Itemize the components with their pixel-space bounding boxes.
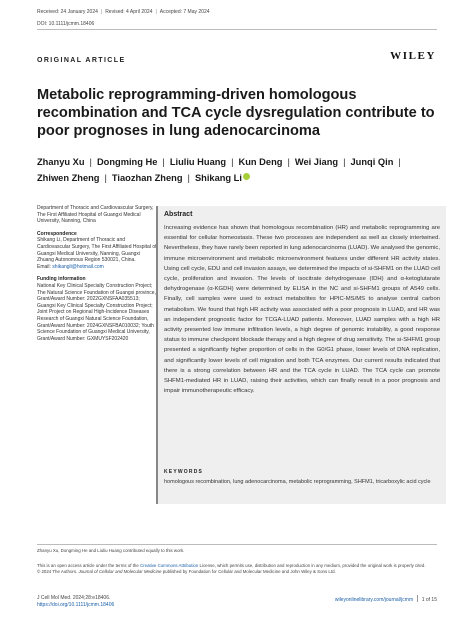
keywords-heading: KEYWORDS (164, 469, 204, 475)
author-name[interactable]: Tiaozhan Zheng (111, 173, 183, 183)
separator: | (398, 157, 401, 167)
license-notice (37, 563, 442, 576)
keywords-text: homologous recombination, lung adenocarcinoma, metabolic reprogramming, SHFM1, tricarboxylic acid cycle (164, 479, 431, 485)
correspondence-email (37, 264, 157, 271)
correspondence (37, 231, 157, 271)
affiliation: Department of Thoracic and Cardiovascular Surgery, The First Affiliated Hospital of Guangxi Medical University, Nanning, China (37, 205, 154, 225)
email-link[interactable]: shikangli@hotmail.com (52, 263, 104, 270)
separator: | (155, 9, 157, 15)
publisher-logo: WILEY (390, 50, 436, 62)
separator: | (100, 9, 103, 15)
accepted-date: Accepted: 7 May 2024 (159, 9, 210, 15)
received-date: Received: 24 January 2024 (37, 9, 98, 15)
separator (417, 595, 418, 602)
copyright-start: © 2024 The Authors. (37, 569, 79, 575)
author-name[interactable]: Dongming He (96, 157, 158, 167)
email-label: Email: (37, 263, 51, 270)
notes-divider (37, 544, 437, 545)
journal-url-link[interactable]: wileyonlinelibrary.com/journal/jcmm (334, 597, 414, 603)
separator: | (231, 157, 234, 167)
author-name[interactable]: Kun Deng (238, 157, 283, 167)
copyright-end: published by Foundation for Cellular and Molecular Medicine and John Wiley & Sons Ltd. (161, 569, 336, 575)
doi: DOI: 10.1111/jcmm.18406 (37, 21, 95, 27)
article-info-sidebar (37, 205, 157, 348)
article-title: Metabolic reprogramming-driven homologous recombination and TCA cycle dysregulation contribute to poor prognoses in lung adenocarcinoma (37, 87, 435, 139)
author-name[interactable]: Zhiwen Zheng (37, 173, 100, 183)
header-divider (37, 29, 437, 30)
publication-dates (37, 9, 210, 15)
separator: | (162, 157, 165, 167)
correspondence-text: Shikang Li, Department of Thoracic and Cardiovascular Surgery, The First Affiliated Hospital of Guangxi Medical University, Nanning, Guangxi Zhuang Autonomous Region 530021, China. (37, 237, 157, 264)
funding-heading: Funding information (37, 276, 86, 283)
abstract-heading: Abstract (164, 211, 193, 218)
revised-date: Revised: 4 April 2024 (105, 9, 153, 15)
author-list (37, 154, 442, 186)
abstract-text: Increasing evidence has shown that homologous recombination (HR) and metabolic reprogramming are essential for cellular homeostasis. These two processes are independent as well as closely intertwined. Nevertheless, they have rarely been reported in lung adenocarcinoma (LUAD). We analysed the genomic, immune microenvironment and metabolic microenvironment features under different HR activity states. Using cell cycle, EDU and cell invasion assays, we determined the impacts of si-SHFM1 on the LUAD cell cycle, proliferation and invasion. The levels of isocitrate dehydrogenase (IDH) and α-ketoglutarate dehydrogenase (α-KGDH) were determined by ELISA in the NC and si-SHFM1 groups of A549 cells. Finally, cell samples were used to extract metabolites for HPIC-MS/MS to analyse central carbon metabolism. We found that high HR activity was associated with a poor prognosis in LUAD, and HR was an independent prognostic factor for TCGA-LUAD patients. Moreover, LUAD samples with a high HR activity presented low immune infiltration levels, a high degree of genomic instability, a good response status to immune checkpoint blockade therapy and a high degree of drug sensitivity. The si-SHFM1 group presented a significantly higher proportion of cells in the G0/G1 phase, lower levels of DNA replication, and significantly lower levels of cell migration and both TCA enzymes. Our current results indicated that there is a strong correlation between HR and the TCA cycle in LUAD. The TCA cycle can promote SHFM1-mediated HR in LUAD, raising their activities, which can finally result in a poor prognosis and impair immunotherapeutic efficacy. (164, 225, 440, 395)
separator: | (187, 173, 190, 183)
separator: | (287, 157, 290, 167)
equal-contribution-note: Zhanyu Xu, Dongming He and Liuliu Huang contributed equally to this work. (37, 548, 185, 553)
journal-name: Journal of Cellular and Molecular Medicine (78, 569, 162, 575)
section-label: ORIGINAL ARTICLE (37, 57, 126, 64)
separator: | (104, 173, 107, 183)
copyright-text (37, 569, 442, 575)
footer-right (335, 595, 437, 603)
author-name[interactable]: Liuliu Huang (169, 157, 227, 167)
author-name[interactable]: Shikang Li (194, 173, 242, 183)
separator: | (89, 157, 92, 167)
separator: | (343, 157, 346, 167)
doi-link[interactable]: https://doi.org/10.1111/jcmm.18406 (37, 602, 115, 608)
license-text-end: License, which permits use, distribution and reproduction in any medium, provided the original work is properly cited. (198, 563, 426, 568)
footer-citation (37, 595, 114, 609)
orcid-icon[interactable] (243, 173, 250, 180)
license-text-start: This is an open access article under the terms of the (37, 563, 140, 568)
author-name[interactable]: Zhanyu Xu (37, 157, 85, 167)
author-name[interactable]: Junqi Qin (350, 157, 394, 167)
author-name[interactable]: Wei Jiang (294, 157, 339, 167)
citation: J Cell Mol Med. 2024;28:e18406. (37, 595, 111, 601)
license-link[interactable]: Creative Commons Attribution (140, 563, 199, 568)
funding-text: National Key Clinical Specialty Construction Project; The Natural Science Foundation of Guangxi province, Grant/Award Number: 2022GXNSFAA035513; Guangxi Key Clinical Specialty Construction Project; Joint Project on Regional High-Incidence Diseases Research of Guangxi Natural Science Foundation, Grant/Award Number: 2024GXNSFBA010032; Youth Science Foundation of Guangxi Medical University, Grant/Award Number: GXMUYSF202420 (37, 282, 156, 342)
funding (37, 276, 157, 342)
page-number: 1 of 15 (421, 597, 437, 603)
correspondence-heading: Correspondence (37, 230, 77, 237)
abstract-panel (156, 206, 446, 504)
